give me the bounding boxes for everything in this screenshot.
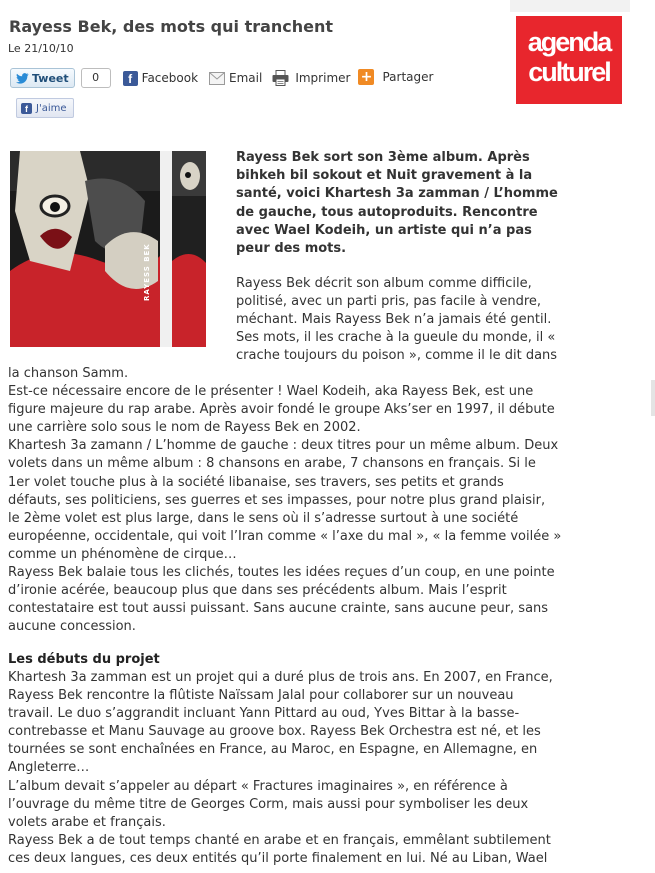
email-label: Email — [229, 71, 263, 85]
section-line: tournées se sont enchaînées en France, au Maroc, en Espagne, en Allemagne, en — [8, 742, 538, 758]
plus-icon: + — [358, 69, 374, 85]
body-line: d’ironie acérée, beaucoup plus que dans ses précédents album. Mais l’esprit — [8, 583, 507, 599]
section-line: contrebasse et Manu Sauvage au groove box. Rayess Bek Orchestra est né, et les — [8, 724, 541, 740]
share-bar — [10, 67, 433, 89]
album-cover-image — [10, 151, 206, 347]
body-line: européenne, occidentale, qui voit l’Iran comme « l’axe du mal », « la femme voilée » — [8, 528, 562, 544]
printer-icon — [272, 70, 289, 86]
body-line: comme un phénomène de cirque… — [8, 546, 237, 562]
section-line: Khartesh 3a zamman est un projet qui a duré plus de trois ans. En 2007, en France, — [8, 670, 553, 685]
article-title: Rayess Bek, des mots qui tranchent — [9, 17, 334, 36]
tweet-button[interactable] — [10, 68, 75, 88]
section-line: volets arabe et français. — [8, 814, 166, 830]
share-label: Partager — [382, 69, 434, 84]
email-share-link[interactable] — [209, 71, 262, 85]
section-line: Angleterre… — [8, 760, 90, 776]
body-line: volets dans un même album : 8 chansons en arabe, 7 chansons en français. Si le — [8, 456, 536, 472]
body-line: 1er volet touche plus à la société libanaise, ses travers, ses petits et grands — [8, 474, 504, 490]
body-line: Rayess Bek balaie tous les clichés, toutes les idées reçues d’un coup, en une pointe — [8, 565, 555, 581]
agenda-culturel-logo[interactable] — [516, 16, 622, 104]
section-body — [8, 669, 566, 868]
body-line: contestataire est tout aussi puissant. Sans aucune crainte, sans aucune peur, sans — [8, 601, 549, 617]
intro-line: politisé, avec un parti pris, pas facile à vendre, — [236, 294, 542, 309]
tweet-count: 0 — [81, 68, 111, 88]
body-line: aucune concession. — [8, 619, 136, 635]
cover-spine-text: RAYESS BEK — [143, 243, 151, 301]
tweet-label: Tweet — [32, 71, 69, 85]
body-line: une carrière solo sous le nom de Rayess Bek en 2002. — [8, 420, 361, 436]
facebook-like-icon: f — [21, 103, 32, 114]
intro-line: crache toujours du poison », comme il le dit dans — [236, 348, 558, 363]
intro-line: méchant. Mais Rayess Bek n’a jamais été gentil. — [236, 312, 552, 327]
facebook-icon: f — [123, 71, 138, 86]
article-date: Le 21/10/10 — [8, 42, 74, 55]
print-label: Imprimer — [295, 71, 351, 85]
body-line: Est-ce nécessaire encore de le présenter ! Wael Kodeih, aka Rayess Bek, est une — [8, 384, 534, 400]
section-line: travail. Le duo s’aggrandit incluant Yann Pittard au oud, Yves Bittar à la basse- — [8, 706, 520, 722]
intro-line: Rayess Bek décrit son album comme difficile, — [236, 276, 532, 291]
scroll-indicator[interactable] — [651, 380, 655, 416]
body-line: la chanson Samm. — [8, 366, 129, 381]
section-line: Rayess Bek rencontre la flûtiste Naïssam Jalal pour collaborer sur un nouveau — [8, 688, 514, 704]
body-line: défauts, ses politiciens, ses guerres et ses impasses, pour notre plus grand plaisir, — [8, 492, 546, 508]
print-link[interactable] — [272, 70, 350, 86]
twitter-bird-icon — [16, 73, 29, 84]
body-line: Khartesh 3a zamann / L’homme de gauche : deux titres pour un même album. Deux — [8, 438, 559, 454]
section-heading: Les débuts du projet — [8, 652, 160, 667]
section-line: L’album devait s’appeler au départ « Fractures imaginaires », en référence à — [8, 778, 508, 794]
share-more-link[interactable] — [358, 69, 433, 85]
section-line: ces deux langues, ces deux entités qu’il porte finalement en lui. Né au Liban, Wael — [8, 850, 548, 866]
facebook-label: Facebook — [141, 71, 199, 85]
article-body — [8, 365, 566, 636]
facebook-like-button[interactable] — [16, 98, 74, 118]
section-line: l’ouvrage du même titre de Georges Corm, mais aussi pour symboliser les deux — [8, 796, 529, 812]
body-line: figure majeure du rap arabe. Après avoir fondé le groupe Aks’ser en 1997, il débute — [8, 402, 555, 418]
top-edge-bar — [510, 0, 630, 12]
logo-line-2: culturel — [528, 57, 610, 87]
like-label: J'aime — [36, 102, 67, 114]
intro-line: Ses mots, il les crache à la gueule du monde, il « — [236, 330, 556, 345]
section-line: Rayess Bek a de tout temps chanté en arabe et en français, emmêlant subtilement — [8, 832, 551, 848]
logo-line-1: agenda — [527, 27, 611, 57]
article-lead: Rayess Bek sort son 3ème album. Après bihkeh bil sokout et Nuit gravement à la santé, voici Khartesh 3a zamman / L’homme de gauche, tous autoproduits. Rencontre avec Wael Kodeih, un artiste qui n’a pas peur des mots. — [236, 150, 558, 257]
body-line: le 2ème volet est plus large, dans le sens où il s’adresse surtout à une société — [8, 510, 519, 526]
facebook-share-link[interactable] — [123, 71, 198, 86]
envelope-icon — [209, 72, 225, 85]
